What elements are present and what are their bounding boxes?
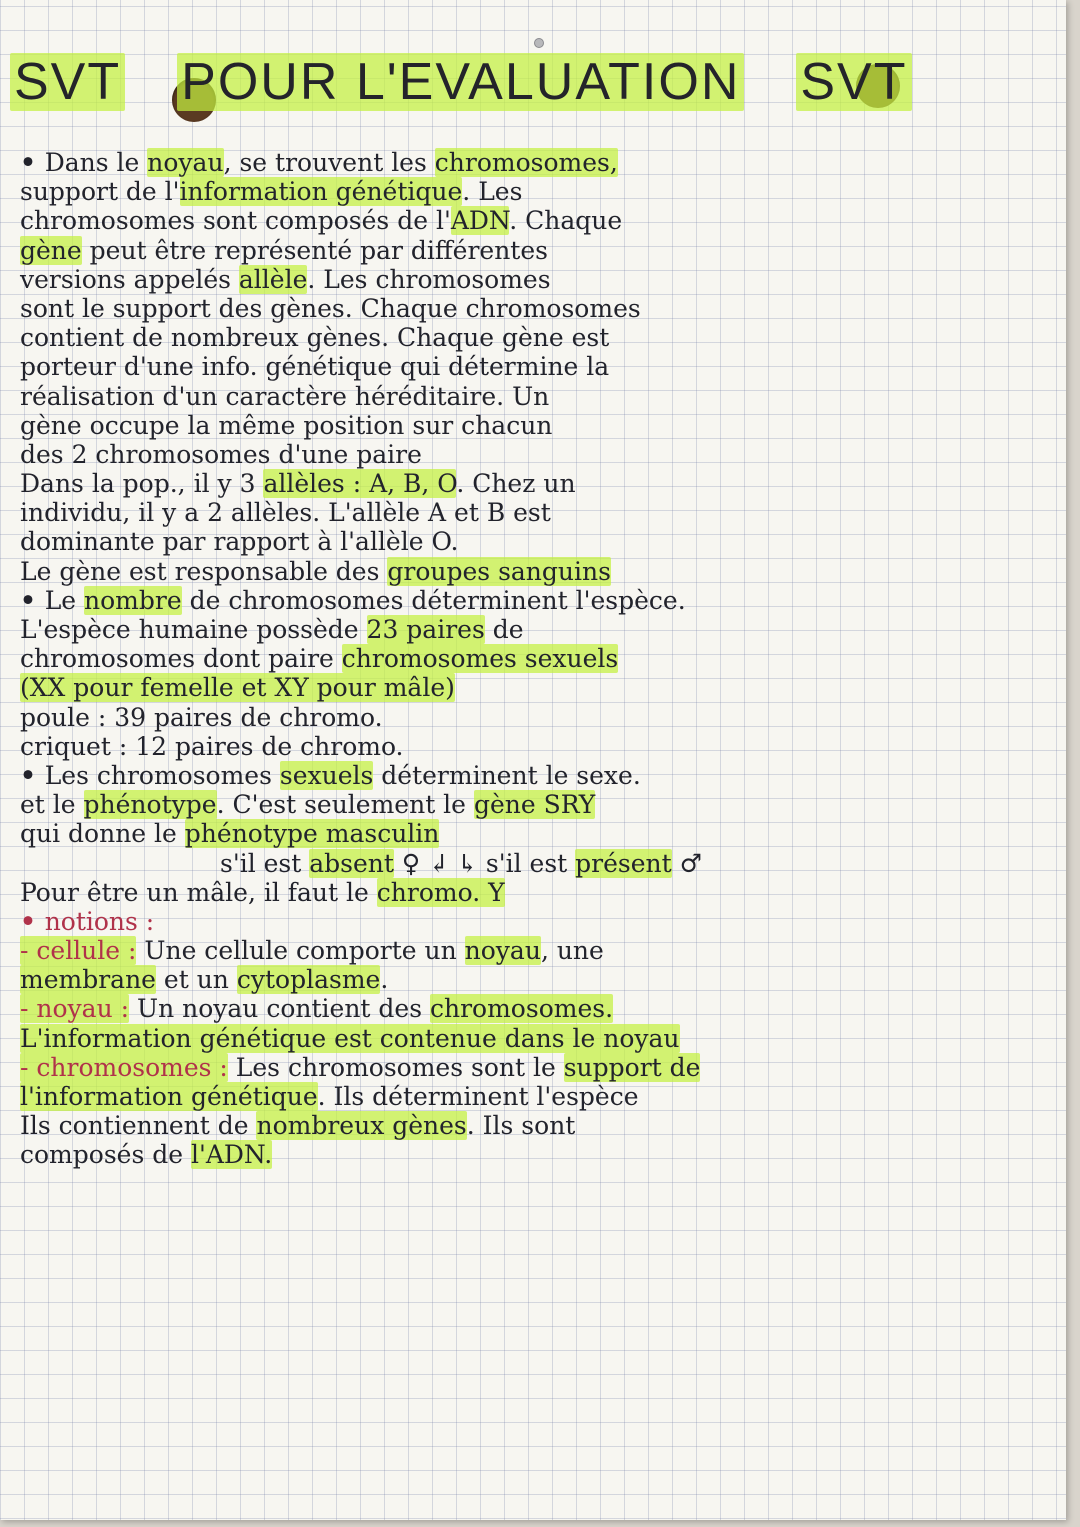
note-text: Une cellule comporte un (136, 936, 465, 966)
note-text: , se trouvent les (223, 148, 435, 177)
note-line (20, 469, 1056, 498)
highlighted-term: membrane (20, 965, 156, 995)
note-text: , une (540, 936, 604, 966)
note-text: composés de (20, 1140, 191, 1170)
note-text: Un noyau contient des (129, 994, 430, 1024)
highlighted-term: gène SRY (473, 790, 596, 820)
note-line (20, 265, 1056, 294)
note-text: Le (44, 585, 85, 615)
note-text: support de l' (20, 177, 180, 207)
note-text: dominante par rapport à l'allèle O. (20, 527, 459, 557)
note-text: Dans le (44, 148, 148, 177)
highlighted-term: chromosomes sexuels (341, 644, 619, 674)
note-line (20, 1053, 1056, 1082)
highlighted-term: groupes sanguins (387, 556, 611, 586)
highlighted-term: information génétique (179, 177, 463, 207)
note-line (20, 177, 1056, 206)
note-line (20, 878, 1056, 907)
note-line (20, 148, 1056, 177)
note-text: qui donne le (20, 819, 185, 849)
note-text: ♀ ↲ ↳ s'il est (393, 848, 576, 878)
note-text: et le (20, 790, 84, 820)
note-line (20, 557, 1056, 586)
note-text: . Les (462, 177, 523, 207)
note-text: notions : (44, 906, 155, 936)
bullet-mark: • (20, 906, 45, 936)
note-text: versions appelés (20, 264, 239, 294)
highlighted-term: 23 paires (366, 615, 485, 644)
note-line (20, 703, 1056, 732)
note-text: . Chez un (456, 469, 576, 499)
highlighted-term: présent (575, 848, 672, 878)
highlighted-term: support de (563, 1052, 701, 1082)
note-line (20, 965, 1056, 994)
note-line (20, 936, 1056, 965)
staple-mark (534, 38, 544, 48)
note-line (20, 1082, 1056, 1111)
note-line (20, 440, 1056, 469)
note-line (20, 323, 1056, 352)
highlighted-term: chromo. Y (376, 877, 505, 907)
note-text: porteur d'une info. génétique qui détermine la (20, 352, 610, 382)
note-line (20, 732, 1056, 761)
note-line (20, 761, 1056, 790)
note-text: sont le support des gènes. Chaque chromosomes (20, 293, 641, 323)
note-line (20, 411, 1056, 440)
note-line (20, 819, 1056, 848)
note-text: Pour être un mâle, il faut le (20, 877, 377, 907)
note-text: des 2 chromosomes d'une paire (20, 439, 422, 469)
note-text: Les chromosomes sont le (227, 1052, 564, 1082)
highlighted-term: absent (309, 848, 394, 878)
title-main: POUR L'EVALUATION (177, 53, 744, 111)
highlighted-term: chromosomes, (434, 148, 618, 177)
handwritten-notes (20, 148, 1056, 1170)
highlighted-term: noyau (464, 936, 541, 966)
highlighted-term: phénotype masculin (184, 819, 440, 849)
note-line (20, 673, 1056, 702)
note-text: Ils contiennent de (20, 1111, 257, 1141)
highlighted-term: (XX pour femelle et XY pour mâle) (20, 673, 455, 703)
highlighted-term: L'information génétique est contenue dans le noyau (20, 1023, 680, 1053)
note-line (20, 206, 1056, 235)
note-text: criquet : 12 paires de chromo. (20, 731, 404, 761)
note-text: Dans la pop., il y 3 (20, 469, 264, 499)
note-text: poule : 39 paires de chromo. (20, 702, 383, 732)
highlighted-term: nombreux gènes (256, 1111, 467, 1141)
highlighted-term: allèle (238, 264, 308, 294)
note-line (20, 1140, 1056, 1169)
note-line (20, 1111, 1056, 1140)
highlighted-term: - cellule : (20, 936, 137, 966)
highlighted-term: l'ADN. (190, 1140, 273, 1170)
highlighted-term: - chromosomes : (20, 1052, 228, 1082)
note-text: Les chromosomes (44, 760, 280, 790)
highlighted-term: sexuels (279, 760, 374, 790)
note-line (20, 527, 1056, 556)
note-text: . Ils déterminent l'espèce (317, 1082, 639, 1111)
note-line (20, 615, 1056, 644)
title-subject-right: SVT (796, 53, 911, 111)
note-line (20, 1024, 1056, 1053)
note-text: s'il est (220, 848, 310, 878)
highlighted-term: cytoplasme (236, 965, 381, 995)
highlighted-term: chromosomes. (430, 994, 614, 1024)
note-text: et un (155, 965, 237, 995)
note-text: . Les chromosomes (307, 264, 551, 294)
note-text: Le gène est responsable des (20, 556, 388, 586)
highlighted-term: phénotype (83, 790, 217, 820)
note-line (20, 790, 1056, 819)
note-text: peut être représenté par différentes (81, 235, 548, 265)
highlighted-term: gène (20, 235, 82, 265)
note-line (20, 644, 1056, 673)
note-text: de (484, 615, 524, 644)
page-title (10, 52, 1060, 112)
note-text: individu, il y a 2 allèles. L'allèle A et B est (20, 498, 551, 528)
note-line (20, 994, 1056, 1023)
note-line (20, 352, 1056, 381)
note-line (20, 236, 1056, 265)
note-line (20, 849, 1056, 878)
highlighted-term: l'information génétique (20, 1082, 318, 1111)
highlighted-term: noyau (147, 148, 224, 177)
note-text: . Ils sont (466, 1111, 576, 1141)
note-text: réalisation d'un caractère héréditaire. Un (20, 381, 550, 411)
note-line (20, 382, 1056, 411)
bullet-mark: • (20, 760, 45, 790)
note-text: . Chaque (509, 206, 623, 236)
title-subject-left: SVT (10, 53, 125, 111)
highlighted-term: allèles : A, B, O (263, 469, 457, 499)
note-text: gène occupe la même position sur chacun (20, 410, 553, 440)
note-text: chromosomes sont composés de l' (20, 206, 451, 236)
note-text: ♂ (671, 848, 703, 878)
note-text: déterminent le sexe. (373, 760, 641, 790)
bullet-mark: • (20, 585, 45, 615)
note-text: de chromosomes déterminent l'espèce. (181, 585, 686, 615)
note-line (20, 498, 1056, 527)
note-line (20, 907, 1056, 936)
note-text: L'espèce humaine possède (20, 615, 367, 644)
highlighted-term: - noyau : (20, 994, 130, 1024)
note-text: . C'est seulement le (216, 790, 474, 820)
note-line (20, 586, 1056, 615)
note-text: contient de nombreux gènes. Chaque gène est (20, 323, 610, 353)
note-line (20, 294, 1056, 323)
highlighted-term: ADN (450, 206, 510, 236)
highlighted-term: nombre (84, 585, 182, 615)
bullet-mark: • (20, 148, 45, 177)
note-text: chromosomes dont paire (20, 644, 342, 674)
note-text: . (380, 965, 389, 995)
